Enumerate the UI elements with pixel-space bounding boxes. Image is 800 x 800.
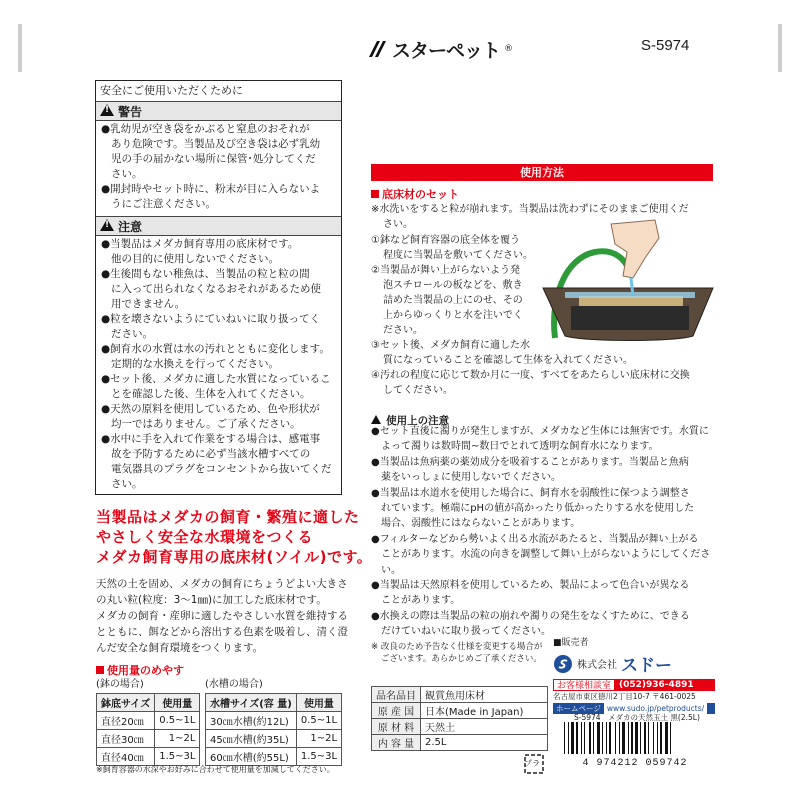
step-line: ①鉢など飼育容器の底全体を覆う [371, 235, 520, 246]
warning-icon [100, 104, 114, 116]
barcode-bar [602, 722, 603, 754]
caution-line: 故を予防するために必ず当該水槽すべての [111, 448, 311, 460]
spec-value: 天然土 [421, 719, 548, 735]
note-line: ことがあります。水流の向きを調整して舞い上がらないようにしてくださ [381, 549, 711, 561]
caution-line: 均一ではありません。ご了承ください。 [111, 418, 301, 430]
barcode-bar [581, 722, 582, 754]
slogan [96, 507, 372, 567]
change-note-line: ございます。あらかじめご了承ください。 [381, 654, 542, 664]
safety-box [95, 80, 342, 495]
brand-name: スターペット [392, 39, 501, 62]
barcode-bar [584, 722, 585, 754]
table-row [372, 687, 548, 703]
setup-heading [371, 186, 459, 202]
step-line: 詰めた当製品の上にのせ、その [383, 295, 523, 306]
note-line: ●当製品は水道水を使用した場合に、飼育水を弱酸性に保つよう調整さ [371, 487, 690, 499]
step-line: ②当製品が舞い上がらないよう発 [371, 265, 520, 276]
red-square-icon [96, 666, 104, 674]
description-line: メダカの飼育・産卵に適したやさしい水質を維持する [96, 610, 348, 622]
note-line: ●当製品は魚病薬の薬効成分を吸着することがあります。当製品と魚病 [371, 456, 689, 468]
table-row [372, 703, 548, 719]
barcode-bar [653, 722, 654, 754]
maker-block [553, 637, 715, 714]
spec-key: 原 材 料 [372, 719, 421, 735]
table-row [206, 712, 342, 730]
note-line: 場合、弱酸性にはならないことがあります。 [381, 518, 581, 530]
table-cell: 60㎝水槽(約55L) [206, 748, 297, 766]
barcode-bar [564, 722, 565, 754]
left-edge-strip [18, 24, 22, 72]
pot-usage-table [96, 693, 200, 766]
tank-caption: (水槽の場合) [205, 679, 263, 690]
barcode-bar [644, 722, 646, 754]
maker-logo [553, 651, 715, 676]
barcode-bar [660, 722, 662, 754]
description-line: んだ安全な飼育環境をつくります。 [96, 642, 264, 654]
spec-value: 観賞魚用床材 [421, 687, 548, 703]
caution-line: さい。 [111, 478, 143, 490]
note-line: れています。極端にpHの値が高かったり低かったりする水を使用した [381, 503, 695, 515]
pot-caption: (鉢の場合) [96, 679, 144, 690]
step-line: ださい。 [383, 325, 423, 336]
barcode-bar [571, 722, 574, 754]
slogan-line: メダカ飼育専用の底床材(ソイル)です。 [96, 548, 373, 566]
web-label: ホームページ [556, 704, 601, 713]
warning-text [101, 122, 320, 212]
caution-line: ●粒を壊さないようにていねいに取り扱ってく [101, 313, 321, 325]
step-line: 質になっていることを確認して生体を入れてください。 [383, 355, 633, 366]
note-line: 薬をいっしょに使用しないでください。 [381, 472, 561, 484]
caution-line: 電気器具のプラグをコンセントから抜いてくだ [111, 463, 332, 475]
note-line: だけていねいに取り扱ってください。 [381, 626, 551, 638]
table-header-row [97, 694, 200, 712]
warning-line: あり危険です。当製品及び空き袋は必ず乳幼 [111, 138, 321, 150]
barcode-bar [648, 722, 649, 754]
table-cell: 1.5~3L [155, 748, 200, 766]
tel-number[interactable]: (052)936-4891 [619, 680, 694, 690]
note-line: ●水換えの際は当製品の粒の崩れや濁りの発生をなくすために、できる [371, 610, 690, 622]
spec-key: 原 産 国 [372, 703, 421, 719]
barcode-bar [657, 722, 658, 754]
step-line: 上からゆっくりと水を注いでく [383, 310, 523, 321]
change-note-line: ※ 改良のため予告なく仕様を変更する場合が [371, 642, 543, 652]
caution-line: ●生後間もない稚魚は、当製品の粒と粒の間 [101, 268, 310, 280]
water-stream-icon [631, 278, 633, 296]
notes-title: 使用上の注意 [386, 415, 450, 427]
table-cell: 1.5~3L [296, 748, 341, 766]
barcode-bar [670, 722, 671, 754]
table-row [97, 712, 200, 730]
setup-title: 底床材のセット [382, 188, 459, 201]
intro-line: さい。 [383, 219, 413, 230]
barcode-bar [597, 722, 600, 754]
step-line: ④汚れの程度に応じて数か月に一度、すべてをあたらしい底床材に交換 [371, 370, 690, 381]
description-line: 天然の土を固め、メダカの飼育にちょうどよい大きさ [96, 578, 348, 590]
spec-key: 内 容 量 [372, 735, 421, 751]
table-cell: 30㎝水槽(約12L) [206, 712, 297, 730]
warning-header [96, 101, 341, 121]
table-row [97, 748, 200, 766]
spec-key: 品名品目 [372, 687, 421, 703]
caution-line: 用できません。 [111, 298, 186, 310]
caution-heading: 注意 [118, 220, 143, 234]
sudo-logo-icon [553, 654, 573, 674]
step-line: ③セット後、メダカ飼育に適した水 [371, 340, 530, 351]
company-name: スドー [621, 656, 672, 676]
barcode-bar [593, 722, 594, 754]
how-to-use-bar: 使用方法 [371, 164, 713, 181]
note-line: よって濁りは数時間~数日でとれて透明な飼育水になります。 [381, 441, 659, 453]
brand-logo [366, 36, 513, 62]
table-row [97, 730, 200, 748]
barcode-bar [609, 722, 611, 754]
caution-line: ●当製品はメダカ飼育専用の底床材です。 [101, 238, 299, 250]
slogan-line: 当製品はメダカの飼育・繁殖に適した [96, 508, 360, 526]
table-cell: 直径30㎝ [97, 730, 155, 748]
tel-bar [553, 679, 715, 691]
barcode-digits: 4 974212 059742 [582, 758, 688, 769]
bowl-icon [543, 288, 713, 341]
recycle-mark [521, 751, 547, 777]
barcode-bar [628, 722, 629, 754]
maker-address: 名古屋市東区徳川2丁目10-7 〒461-0025 [553, 692, 696, 701]
barcode-bar [568, 722, 569, 754]
table-cell: 1~2L [296, 730, 341, 748]
step-line: 程度に当製品を敷いてください。 [383, 250, 533, 261]
warning-line: ●乳幼児が空き袋をかぶると窒息のおそれが [101, 123, 310, 135]
table-header-row [206, 694, 342, 712]
warning-line: ●開封時やセット時に、粉末が目に入らないよ [101, 183, 321, 195]
warning-line: うにご注意ください。 [111, 198, 216, 210]
caution-text [101, 237, 332, 492]
safety-title: 安全にご使用いただくために [100, 84, 243, 97]
barcode-bar [619, 722, 620, 754]
table-cell: 0.5~1L [296, 712, 341, 730]
product-line: S-5974 メダカの天然玉土 黒(2.5L) [574, 713, 700, 722]
red-square-icon [371, 190, 379, 198]
note-line: ●セット直後に濁りが発生しますが、メダカなど生体には無害です。水質に [371, 426, 709, 437]
barcode-bar [589, 722, 591, 754]
note-line: ●フィルターなどから勢いよく出る水流があたると、当製品が舞い上がる [371, 533, 699, 545]
barcode-bar [665, 722, 668, 754]
barcode-bar [576, 722, 578, 754]
table-header: 使用量 [155, 694, 200, 712]
hand-icon [611, 220, 659, 278]
table-cell: 1~2L [155, 730, 200, 748]
step-line: してください。 [383, 385, 453, 396]
warning-heading: 警告 [118, 105, 143, 119]
note-line: ●当製品は天然原料を使用しているため、製品によって色合いが異なる [371, 580, 690, 592]
barcode-icon [560, 722, 710, 754]
product-description [96, 576, 348, 656]
table-header: 水槽サイズ(容 量) [206, 694, 297, 712]
barcode-bar [631, 722, 633, 754]
intro-line: ※水洗いをすると粒が崩れます。当製品は洗わずにそのままご使用くだ [371, 204, 689, 215]
barcode-bar [622, 722, 625, 754]
table-row [372, 719, 548, 735]
usage-amount-title: 使用量のめやす [107, 664, 184, 677]
table-row [206, 730, 342, 748]
note-line: ことがあります。 [381, 595, 461, 607]
usage-note: ※飼育容器の水深やお好みに合わせて使用量を加減してください。 [96, 765, 335, 774]
warning-icon [371, 415, 381, 424]
table-row [206, 748, 342, 766]
usage-notes-text [371, 424, 710, 640]
caution-line: ●セット後、メダカに適した水質になっているこ [101, 373, 331, 385]
caution-header [96, 216, 341, 236]
barcode-bar [635, 722, 638, 754]
caution-line: ださい。 [111, 328, 153, 340]
table-header: 使用量 [296, 694, 341, 712]
tel-label: お客様相談室 [553, 679, 615, 691]
product-code: S-5974 [641, 37, 690, 54]
caution-line: 他の目的に使用しないでください。 [111, 253, 279, 265]
table-header: 鉢底サイズ [97, 694, 155, 712]
warning-line: さい。 [111, 168, 143, 180]
description-line: の丸い粒(粒度：3～1㎜)に加工した底床材です。 [96, 594, 327, 606]
caution-line: ●天然の原料を使用しているため、色や形状が [101, 403, 320, 415]
spec-value: 日本(Made in Japan) [421, 703, 548, 719]
recycle-label: プラ [524, 759, 540, 768]
table-cell: 45㎝水槽(約35L) [206, 730, 297, 748]
company-prefix: 株式会社 [577, 660, 617, 671]
caution-line: 定期的な水換えを行ってください。 [111, 358, 279, 370]
step-line: 泡スチロールの板などを、敷き [383, 280, 523, 291]
barcode-bar [606, 722, 607, 754]
spec-value: 2.5L [421, 735, 548, 751]
table-cell: 直径20㎝ [97, 712, 155, 730]
registered-mark: ® [504, 44, 514, 54]
usage-amount-heading [96, 662, 184, 678]
caution-line: ●飼育水の水質は水の汚れとともに変化します。 [101, 343, 330, 355]
tank-usage-table [205, 693, 342, 766]
table-row [372, 735, 548, 751]
barcode [560, 722, 710, 769]
setup-illustration [535, 218, 717, 346]
right-edge-strip [778, 24, 782, 72]
note-line: い。 [381, 564, 401, 576]
warning-line: 児の手の届かない場所に保管･処分してくだ [111, 153, 316, 165]
spec-table [371, 686, 548, 751]
barcode-bar [640, 722, 641, 754]
barcode-bar [615, 722, 616, 754]
brand-slash-icon [366, 38, 388, 60]
caution-line: ●水中に手を入れて作業をする場合は、感電事 [101, 433, 321, 445]
description-line: とともに、餌などから溶出する色素を吸着し、清く澄 [96, 626, 348, 638]
maker-label: ■販売者 [553, 638, 589, 648]
change-note [371, 641, 542, 665]
table-cell: 直径40㎝ [97, 748, 155, 766]
caution-line: に入って出られなくなるおそれがあるため使 [111, 283, 321, 295]
caution-line: とを確認した後、生体を入れてください。 [111, 388, 311, 400]
table-cell: 0.5~1L [155, 712, 200, 730]
caution-icon [100, 219, 114, 231]
web-url[interactable]: www.sudo.jp/petproducts/ [604, 703, 707, 714]
slogan-line: やさしく安全な水環境をつくる [96, 528, 314, 546]
